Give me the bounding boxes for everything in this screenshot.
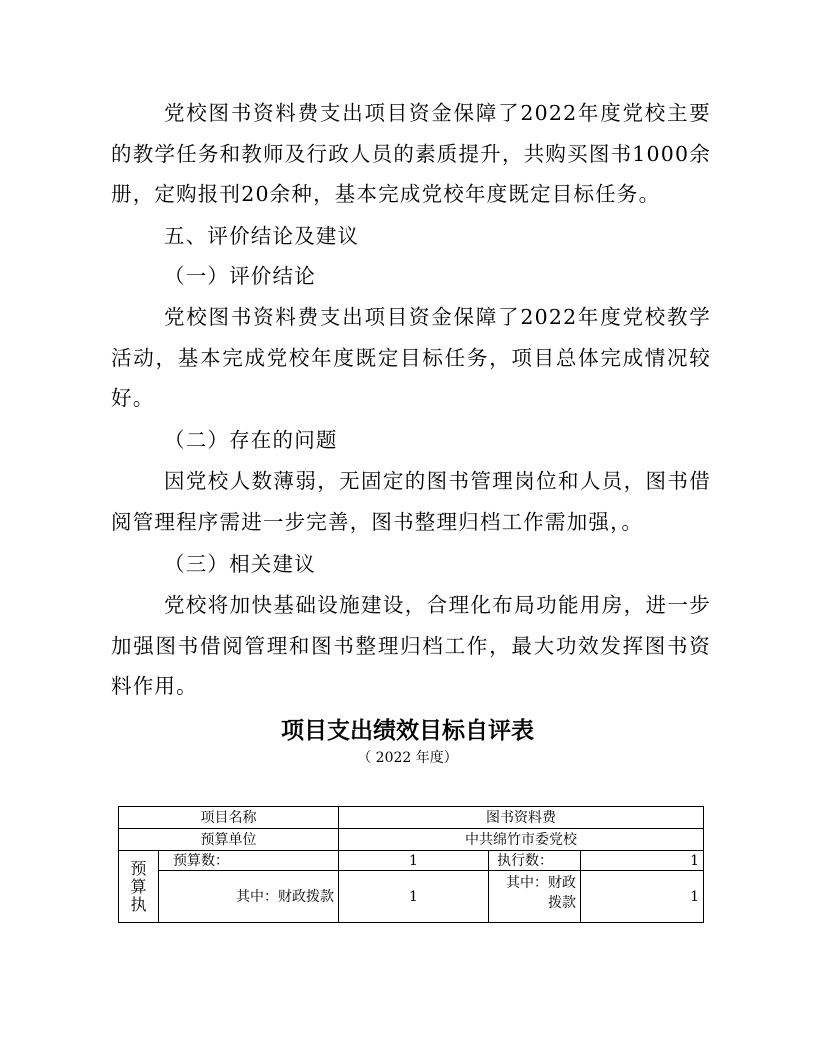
execution-amount-label: 执行数：: [489, 851, 581, 871]
performance-table: [118, 806, 704, 923]
table-row: [119, 871, 704, 923]
execution-amount-value: 1: [581, 851, 704, 871]
fiscal-execution-value: 1: [581, 871, 704, 923]
project-name-label: 项目名称: [119, 807, 339, 829]
paragraph-library-expense-summary: 党校图书资料费支出项目资金保障了2022年度党校主要的教学任务和教师及行政人员的素质提升，共购买图书1000余册，定购报刊20余种，基本完成党校年度既定目标任务。: [111, 101, 711, 206]
table-subtitle: （ 2022 年度）: [357, 750, 458, 766]
budget-unit-label: 预算单位: [119, 829, 339, 851]
paragraph-problems: 因党校人数薄弱，无固定的图书管理岗位和人员，图书借阅管理程序需进一步完善，图书整理归档工作需加强，。: [111, 469, 711, 534]
table-title: 项目支出绩效目标自评表: [281, 718, 534, 744]
fiscal-execution-label: 其中：财政拨款: [489, 871, 581, 923]
table-row: [119, 851, 704, 871]
budget-amount-value: 1: [339, 851, 489, 871]
subheading-suggestions: （三）相关建议: [164, 552, 316, 576]
subheading-conclusion: （一）评价结论: [164, 264, 316, 288]
fiscal-allocation-value: 1: [339, 871, 489, 923]
budget-unit-value: 中共绵竹市委党校: [339, 829, 704, 851]
paragraph-suggestions: 党校将加快基础设施建设，合理化布局功能用房，进一步加强图书借阅管理和图书整理归档工作，最大功效发挥图书资料作用。: [111, 593, 711, 698]
paragraph-conclusion: 党校图书资料费支出项目资金保障了2022年度党校教学活动，基本完成党校年度既定目标任务，项目总体完成情况较好。: [111, 305, 711, 410]
budget-amount-label: 预算数：: [159, 851, 339, 871]
table-row: [119, 829, 704, 851]
fiscal-allocation-label: 其中：财政拨款: [159, 871, 339, 923]
section-heading-evaluation-conclusion: 五、评价结论及建议: [164, 224, 360, 248]
subheading-problems: （二）存在的问题: [164, 428, 338, 452]
project-name-value: 图书资料费: [339, 807, 704, 829]
table-row: [119, 807, 704, 829]
budget-execution-side-label: 预 算 执: [119, 851, 159, 923]
